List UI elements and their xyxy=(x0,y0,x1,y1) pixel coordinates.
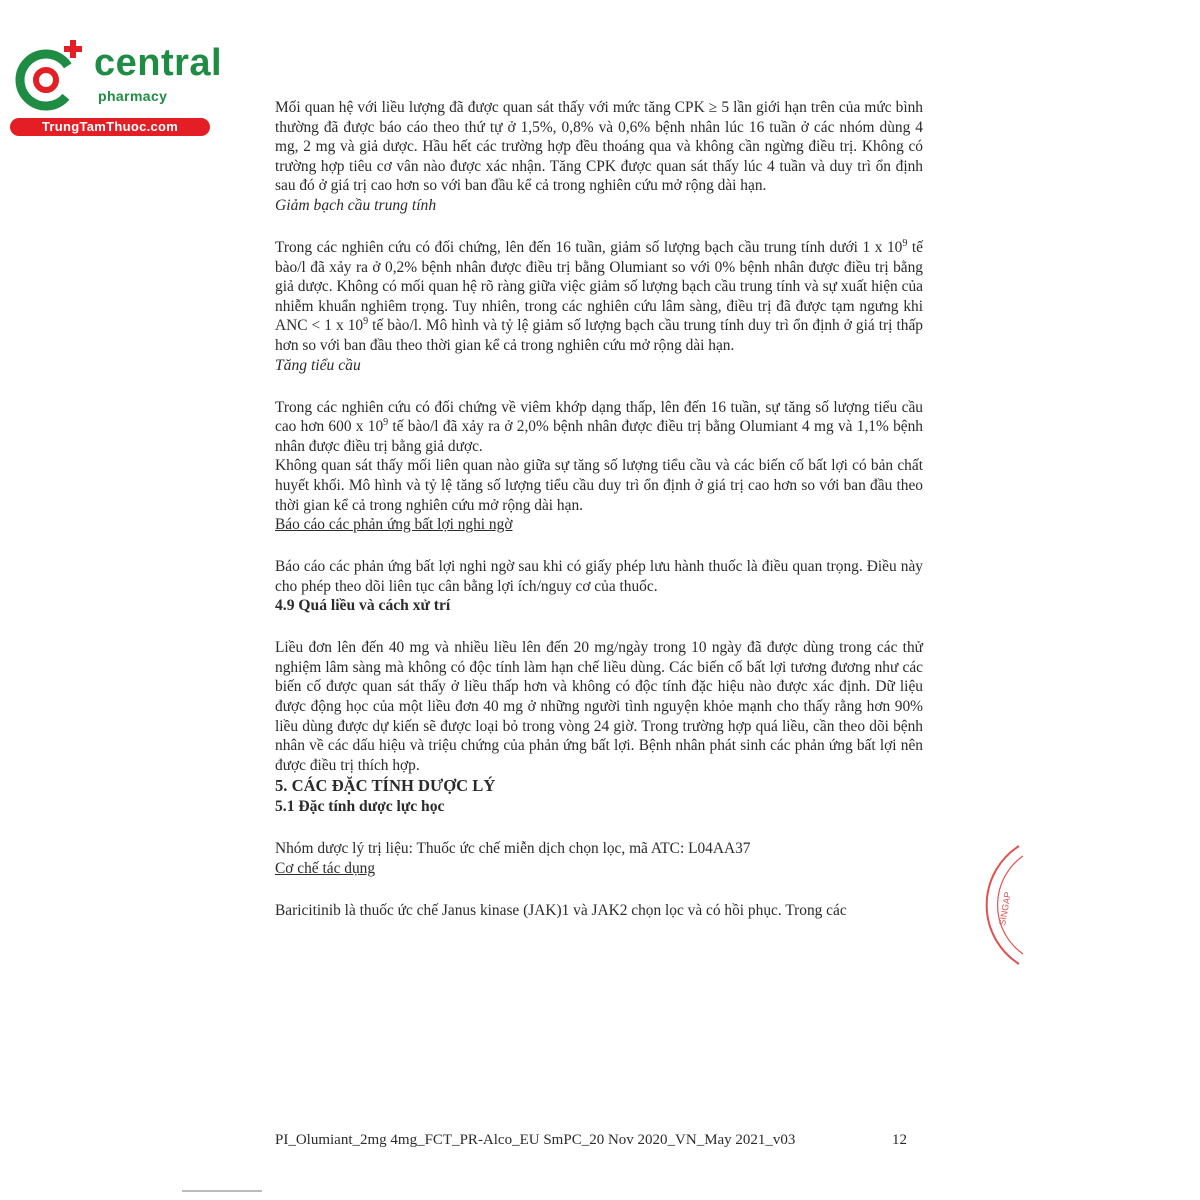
logo-subtitle: pharmacy xyxy=(98,88,168,104)
paragraph-neutropenia: Trong các nghiên cứu có đối chứng, lên đến 16 tuần, giảm số lượng bạch cầu trung tính dưới 1 x $10^9$ tế bào/l đã xảy ra ở 0,2% bệnh nhân được điều trị bằng Olumiant so với 0% bệnh nhân được điều trị bằng giả dược. Không có mối quan hệ rõ ràng giữa việc giảm số lượng bạch cầu trung tính và sự xuất hiện của nhiễm khuẩn nghiêm trọng. Tuy nhiên, trong các nghiên cứu lâm sàng, điều trị đã được tạm ngưng khi ANC < 1 x $10^9$ tế bào/l. Mô hình và tỷ lệ giảm số lượng bạch cầu trung tính duy trì ổn định ở giá trị thấp hơn so với ban đầu theo thời gian kể cả trong nghiên cứu mở rộng dài hạn. xyxy=(275,237,923,354)
heading-neutropenia: Giảm bạch cầu trung tính xyxy=(275,196,437,214)
paragraph-atc: Nhóm dược lý trị liệu: Thuốc ức chế miễn dịch chọn lọc, mã ATC: L04AA37 xyxy=(275,840,751,858)
stamp-text: SINGAP xyxy=(997,891,1013,927)
heading-section-5: 5. CÁC ĐẶC TÍNH DƯỢC LÝ xyxy=(275,776,496,796)
paragraph-adverse-reporting: Báo cáo các phản ứng bất lợi nghi ngờ sau khi có giấy phép lưu hành thuốc là điều quan trọng. Điều này cho phép theo dõi liên tục cân bằng lợi ích/nguy cơ của thuốc. xyxy=(275,558,923,595)
paragraph-overdose: Liều đơn lên đến 40 mg và nhiều liều lên đến 20 mg/ngày trong 10 ngày đã được dùng trong các thử nghiệm lâm sàng mà không có độc tính làm hạn chế liều dùng. Các biến cố bất lợi tương đương như các biến cố được quan sát thấy ở liều thấp hơn và không có độc tính đặc hiệu nào được xác định. Dữ liệu được động học của một liều đơn 40 mg ở những người tình nguyện khỏe mạnh cho thấy rằng hơn 90% liều dùng được dự kiến sẽ được loại bỏ trong vòng 24 giờ. Trong trường hợp quá liều, cần theo dõi bệnh nhân về các dấu hiệu và triệu chứng của phản ứng bất lợi. Bệnh nhân phát sinh các phản ứng bất lợi nên được điều trị thích hợp. xyxy=(275,639,923,774)
footer-page-number: 12 xyxy=(892,1132,907,1148)
paragraph-cpk: Mối quan hệ với liều lượng đã được quan sát thấy với mức tăng CPK ≥ 5 lần giới hạn trên của mức bình thường đã được báo cáo theo thứ tự ở 1,5%, 0,8% và 0,6% bệnh nhân lúc 16 tuần ở các nhóm dùng 4 mg, 2 mg và giả dược. Hầu hết các trường hợp đều thoáng qua và không cần ngừng điều trị. Không có trường hợp tiêu cơ vân nào được xác nhận. Tăng CPK được quan sát thấy lúc 4 tuần và duy trì ổn định sau đó ở giá trị cao hơn so với ban đầu kể cả trong nghiên cứu mở rộng dài hạn. xyxy=(275,99,923,195)
paragraph-thrombosis-relation: Không quan sát thấy mối liên quan nào giữa sự tăng số lượng tiểu cầu và các biến cố bất lợi có bản chất huyết khối. Mô hình và tỷ lệ tăng số lượng tiểu cầu duy trì ổn định ở giá trị cao hơn so với ban đầu theo thời gian kể cả trong nghiên cứu mở rộng dài hạn. xyxy=(275,457,923,514)
document-body xyxy=(275,98,923,921)
central-pharmacy-logo xyxy=(8,36,223,136)
paragraph-mechanism: Baricitinib là thuốc ức chế Janus kinase (JAK)1 và JAK2 chọn lọc và có hồi phục. Trong các xyxy=(275,902,847,920)
bottom-rule xyxy=(182,1190,262,1192)
heading-section-5-1: 5.1 Đặc tính dược lực học xyxy=(275,798,445,816)
heading-adverse-reporting: Báo cáo các phản ứng bất lợi nghi ngờ xyxy=(275,516,513,534)
heading-mechanism: Cơ chế tác dụng xyxy=(275,860,376,878)
footer-document-ref: PI_Olumiant_2mg 4mg_FCT_PR-Alco_EU SmPC_20 Nov 2020_VN_May 2021_v03 xyxy=(275,1132,796,1148)
logo-brand: central xyxy=(94,42,223,84)
pharmacy-cross-icon xyxy=(12,40,86,114)
logo-site-banner: TrungTamThuoc.com xyxy=(10,118,210,136)
paragraph-thrombocytosis: Trong các nghiên cứu có đối chứng về viêm khớp dạng thấp, lên đến 16 tuần, sự tăng số lượng tiểu cầu cao hơn 600 x $10^9$ tế bào/l đã xảy ra ở 2,0% bệnh nhân được điều trị bằng Olumiant 4 mg và 1,1% bệnh nhân được điều trị bằng giả dược. xyxy=(275,398,923,455)
red-stamp-partial xyxy=(975,840,1025,970)
heading-overdose: 4.9 Quá liều và cách xử trí xyxy=(275,597,451,615)
heading-thrombocytosis: Tăng tiểu cầu xyxy=(275,356,361,374)
